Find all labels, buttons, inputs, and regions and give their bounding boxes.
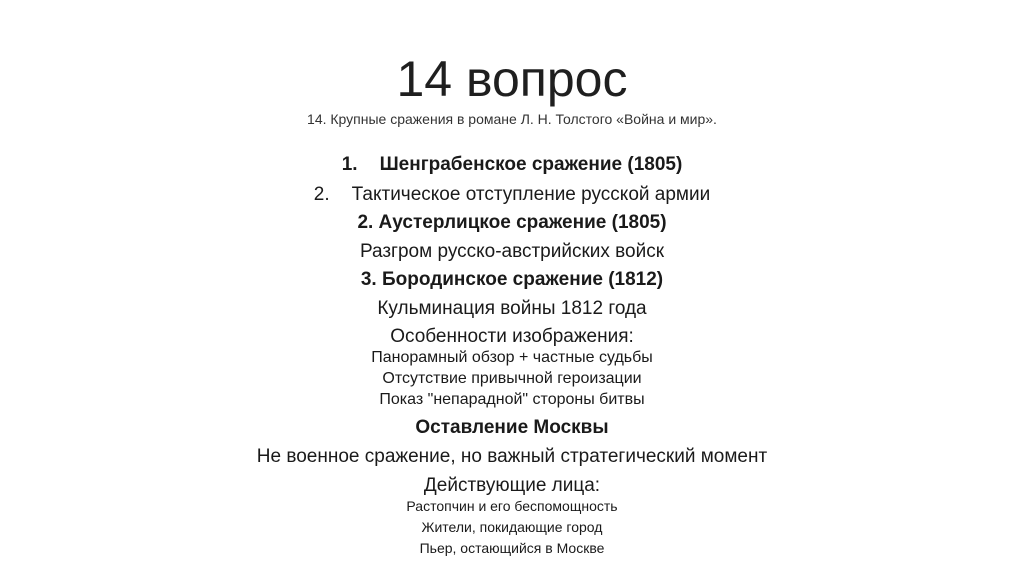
feature-item: Показ "непарадной" стороны битвы bbox=[379, 391, 645, 408]
moscow-heading: Оставление Москвы bbox=[415, 417, 609, 438]
character-item: Пьер, остающийся в Москве bbox=[419, 540, 605, 556]
list-item-1 bbox=[0, 155, 1024, 174]
character-item: Растопчин и его беспомощность bbox=[406, 498, 618, 514]
slide-title: 14 вопрос bbox=[396, 51, 628, 107]
list-item-2 bbox=[0, 185, 1024, 204]
list-item-2-number: 2. bbox=[313, 184, 330, 205]
list-item-1-number: 1. bbox=[341, 154, 358, 175]
features-label: Особенности изображения: bbox=[390, 326, 634, 347]
slide-subtitle: 14. Крупные сражения в романе Л. Н. Толстого «Война и мир». bbox=[307, 111, 717, 127]
austerlitz-heading: 2. Аустерлицкое сражение (1805) bbox=[357, 212, 667, 233]
feature-item: Отсутствие привычной героизации bbox=[382, 370, 642, 387]
austerlitz-note: Разгром русско-австрийских войск bbox=[359, 241, 665, 262]
moscow-note: Не военное сражение, но важный стратегический момент bbox=[256, 446, 768, 467]
characters-label: Действующие лица: bbox=[423, 475, 601, 496]
list-item-2-text: Тактическое отступление русской армии bbox=[351, 184, 711, 205]
list-item-1-text: Шенграбенское сражение (1805) bbox=[379, 154, 683, 175]
feature-item: Панорамный обзор + частные судьбы bbox=[371, 349, 653, 366]
borodino-note: Кульминация войны 1812 года bbox=[377, 298, 647, 319]
borodino-heading: 3. Бородинское сражение (1812) bbox=[360, 269, 664, 290]
character-item: Жители, покидающие город bbox=[421, 519, 603, 535]
